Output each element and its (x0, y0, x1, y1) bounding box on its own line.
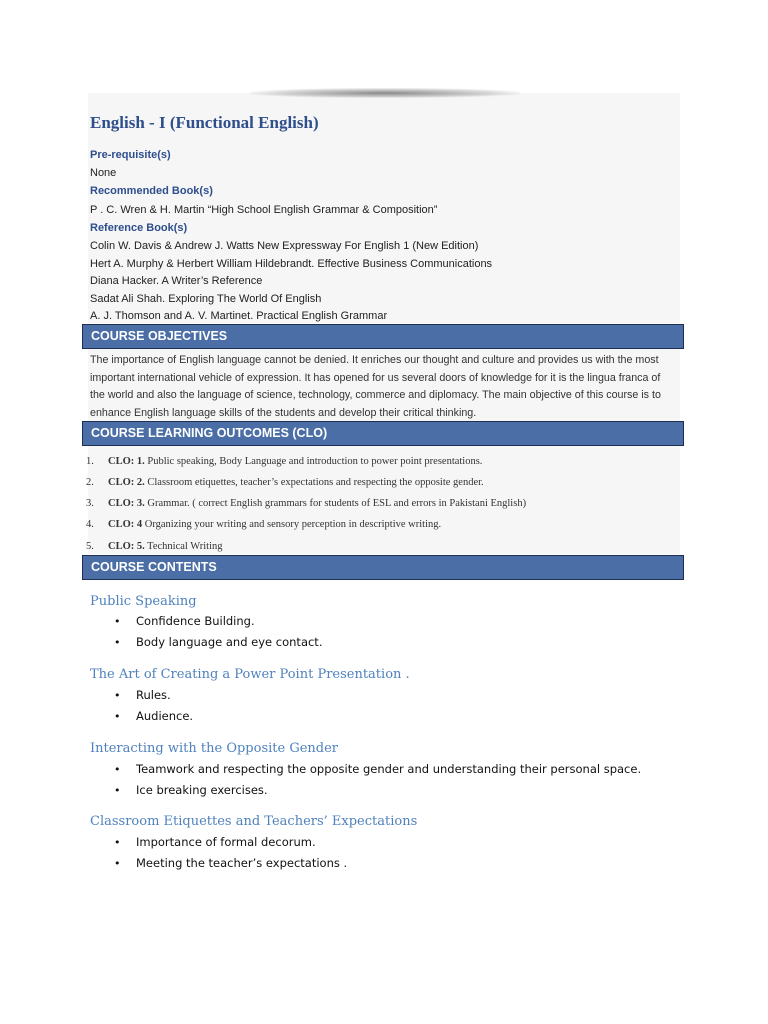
prereq-label: Pre-requisite(s) (90, 149, 171, 161)
bullet-icon: • (114, 836, 121, 849)
recommended-label: Recommended Book(s) (90, 185, 213, 197)
list-item-text: Ice breaking exercises. (136, 783, 268, 797)
clo-item (86, 541, 223, 552)
clo-item (86, 477, 484, 488)
list-item-text: Confidence Building. (136, 614, 255, 628)
clo-text: Technical Writing (144, 541, 223, 552)
course-title: English - I (Functional English) (90, 113, 319, 132)
list-item (112, 706, 193, 727)
section-list (112, 685, 193, 727)
bullet-icon: • (114, 615, 121, 628)
clo-tag: CLO: 3. (108, 498, 145, 509)
list-item-text: Body language and eye contact. (136, 635, 323, 649)
clo-text: Grammar. ( correct English grammars for students of ESL and errors in Pakistani English) (144, 498, 527, 509)
clo-text: Organizing your writing and sensory perception in descriptive writing. (142, 519, 442, 530)
clo-number: 4. (86, 519, 94, 530)
objectives-text: The importance of English language cannot be denied. It enriches our thought and culture and provides us with the most important international vehicle of expression. It has opened for us several doors of knowledge for it is the lingua franca of the world and also the language of science, technology, commerce and diplomacy. The main objective of this course is to enhance English language skills of the students and develop their critical thinking. (90, 354, 661, 419)
section-title: Public Speaking (90, 594, 197, 609)
page-shadow (250, 88, 520, 98)
bullet-icon: • (114, 857, 121, 870)
clo-text: Classroom etiquettes, teacher’s expectations and respecting the opposite gender. (144, 477, 484, 488)
clo-heading: COURSE LEARNING OUTCOMES (CLO) (82, 421, 684, 446)
reference-book: Sadat Ali Shah. Exploring The World Of English (90, 293, 322, 305)
section-title: The Art of Creating a Power Point Presentation . (90, 667, 410, 682)
list-item-text: Teamwork and respecting the opposite gender and understanding their personal space. (136, 762, 642, 776)
clo-tag: CLO: 2. (108, 477, 145, 488)
clo-number: 5. (86, 541, 94, 552)
bullet-icon: • (114, 636, 121, 649)
list-item (112, 611, 322, 632)
section-list (112, 759, 641, 801)
list-item (112, 832, 347, 853)
list-item (112, 780, 641, 801)
reference-book: Colin W. Davis & Andrew J. Watts New Expressway For English 1 (New Edition) (90, 240, 479, 252)
prereq-value: None (90, 167, 117, 179)
bullet-icon: • (114, 689, 121, 702)
reference-book: Diana Hacker. A Writer’s Reference (90, 275, 263, 287)
clo-item (86, 456, 482, 467)
list-item-text: Importance of formal decorum. (136, 835, 316, 849)
bullet-icon: • (114, 710, 121, 723)
section-title: Interacting with the Opposite Gender (90, 741, 339, 756)
clo-number: 3. (86, 498, 94, 509)
list-item (112, 759, 641, 780)
objectives-heading: COURSE OBJECTIVES (82, 324, 684, 349)
clo-tag: CLO: 5. (108, 541, 145, 552)
recommended-value: P . C. Wren & H. Martin “High School English Grammar & Composition” (90, 204, 438, 216)
clo-item (86, 498, 526, 509)
list-item-text: Meeting the teacher’s expectations . (136, 856, 348, 870)
contents-heading: COURSE CONTENTS (82, 555, 684, 580)
reference-label: Reference Book(s) (90, 222, 188, 234)
clo-tag: CLO: 4 (108, 519, 143, 530)
list-item-text: Rules. (136, 688, 171, 702)
clo-number: 2. (86, 477, 94, 488)
bullet-icon: • (114, 763, 121, 776)
section-title: Classroom Etiquettes and Teachers’ Expectations (90, 814, 418, 829)
bullet-icon: • (114, 784, 121, 797)
clo-item (86, 519, 441, 530)
list-item-text: Audience. (136, 709, 194, 723)
clo-tag: CLO: 1. (108, 456, 145, 467)
list-item (112, 853, 347, 874)
list-item (112, 632, 322, 653)
section-list (112, 832, 347, 874)
reference-book: A. J. Thomson and A. V. Martinet. Practical English Grammar (90, 310, 388, 322)
clo-number: 1. (86, 456, 94, 467)
reference-book: Hert A. Murphy & Herbert William Hildebrandt. Effective Business Communications (90, 258, 493, 270)
clo-text: Public speaking, Body Language and introduction to power point presentations. (144, 456, 483, 467)
section-list (112, 611, 322, 653)
list-item (112, 685, 193, 706)
